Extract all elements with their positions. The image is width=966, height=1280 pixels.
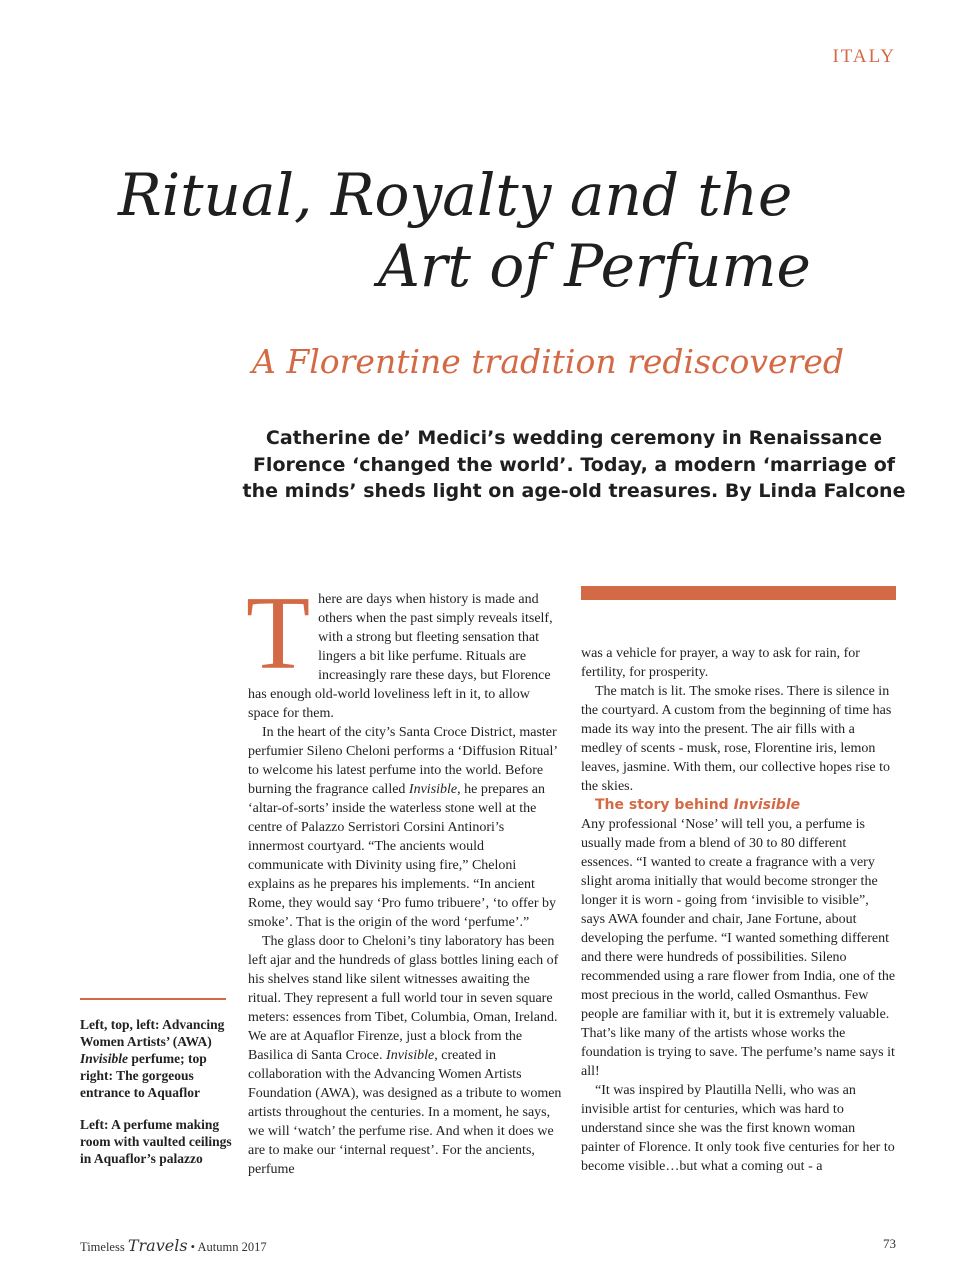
paragraph: There are days when history is made and others when the past simply reveals itself, with a strong but fleeting sensation that lingers a bit like perfume. Rituals are increasingly rare these days, but Florence has enough old-world loveliness left in it, to allow space for them. [246, 574, 553, 721]
photo-captions [80, 1016, 240, 1182]
caption-rule [80, 998, 226, 1000]
title-line-1: Ritual, Royalty and the [118, 161, 793, 229]
brand-script: Travels [127, 1236, 188, 1255]
body-column-2 [581, 644, 896, 1176]
footer-publication: Timeless Travels • Autumn 2017 [80, 1236, 267, 1255]
body-column-1 [246, 574, 562, 1179]
paragraph: Any professional ‘Nose’ will tell you, a perfume is usually made from a blend of 30 to 80 different essences. “I wanted to create a fragrance with a very slight aroma initially that would become stronger the longer it is worn - going from ‘invisible to visible”, says AWA founder and chair, Jane Fortune, about developing the perfume. “I wanted something different and there were hundreds of possibilities. Sileno recommended using a rare flower from India, one of the most precious in the world, called Osmanthus. Few people are familiar with it, but it is extremely valuable. That’s like many of the artists whose works the foundation is trying to save. The perfume’s name says it all! [581, 817, 896, 1079]
decorative-bar [581, 586, 896, 600]
section-subhead: The story behind Invisible [595, 797, 801, 813]
title-line-2: Art of Perfume [378, 231, 811, 300]
page-number: 73 [883, 1236, 896, 1251]
paragraph: The match is lit. The smoke rises. There is silence in the courtyard. A custom from the beginning of time has made its way into the present. The air fills with a medley of scents - musk, rose, Florentine iris, lemon leaves, jasmine. With them, our collective hopes rise to the skies. [581, 684, 892, 794]
paragraph: In the heart of the city’s Santa Croce District, master perfumier Sileno Cheloni performs a ‘Diffusion Ritual’ to welcome his latest perfume into the world. Before burning the fragrance called Invisible, he prepares an ‘altar-of-sorts’ inside the waterless stone well at the centre of Palazzo Serristori Corsini Antinori’s innermost courtyard. “The ancients would communicate with Divinity using fire,” Cheloni explains as he prepares his implements. “In ancient Rome, they would say ‘Pro fumo tribuere’, ‘to offer by smoke’. That is the origin of the word ‘perfume’.” [248, 725, 557, 930]
caption-1: Left, top, left: Advancing Women Artists’ (AWA) Invisible perfume; top right: The gorgeous entrance to Aquaflor [80, 1017, 225, 1100]
paragraph: was a vehicle for prayer, a way to ask for rain, for fertility, for prosperity. [581, 646, 860, 680]
paragraph: The glass door to Cheloni’s tiny laboratory has been left ajar and the hundreds of glass bottles lining each of his shelves stand like silent witnesses awaiting the ritual. They represent a full world tour in seven square meters: essences from Tibet, Columbia, Oman, Ireland. We are at Aquaflor Firenze, just a block from the Basilica di Santa Croce. Invisible, created in collaboration with the Advancing Women Artists Foundation (AWA), was designed as a tribute to women artists throughout the centuries. In a moment, he says, we will ‘watch’ the perfume rise. And when it does we are to make our ‘internal request’. For the ancients, perfume [248, 934, 562, 1177]
paragraph: “It was inspired by Plautilla Nelli, who was an invisible artist for centuries, which was hard to understand since she was the first known woman painter of Florence. It only took five centuries for her to become visible…but what a coming out - a [581, 1083, 895, 1174]
drop-cap: T [246, 574, 311, 691]
article-title [118, 160, 878, 302]
section-label: ITALY [832, 46, 896, 67]
article-subtitle: A Florentine tradition rediscovered [252, 342, 844, 381]
caption-2: Left: A perfume making room with vaulted ceilings in Aquaflor’s palazzo [80, 1117, 232, 1166]
standfirst: Catherine de’ Medici’s wedding ceremony in Renaissance Florence ‘changed the world’. Today, a modern ‘marriage of the minds’ sheds light on age-old treasures. By Linda Falcone [242, 427, 906, 503]
